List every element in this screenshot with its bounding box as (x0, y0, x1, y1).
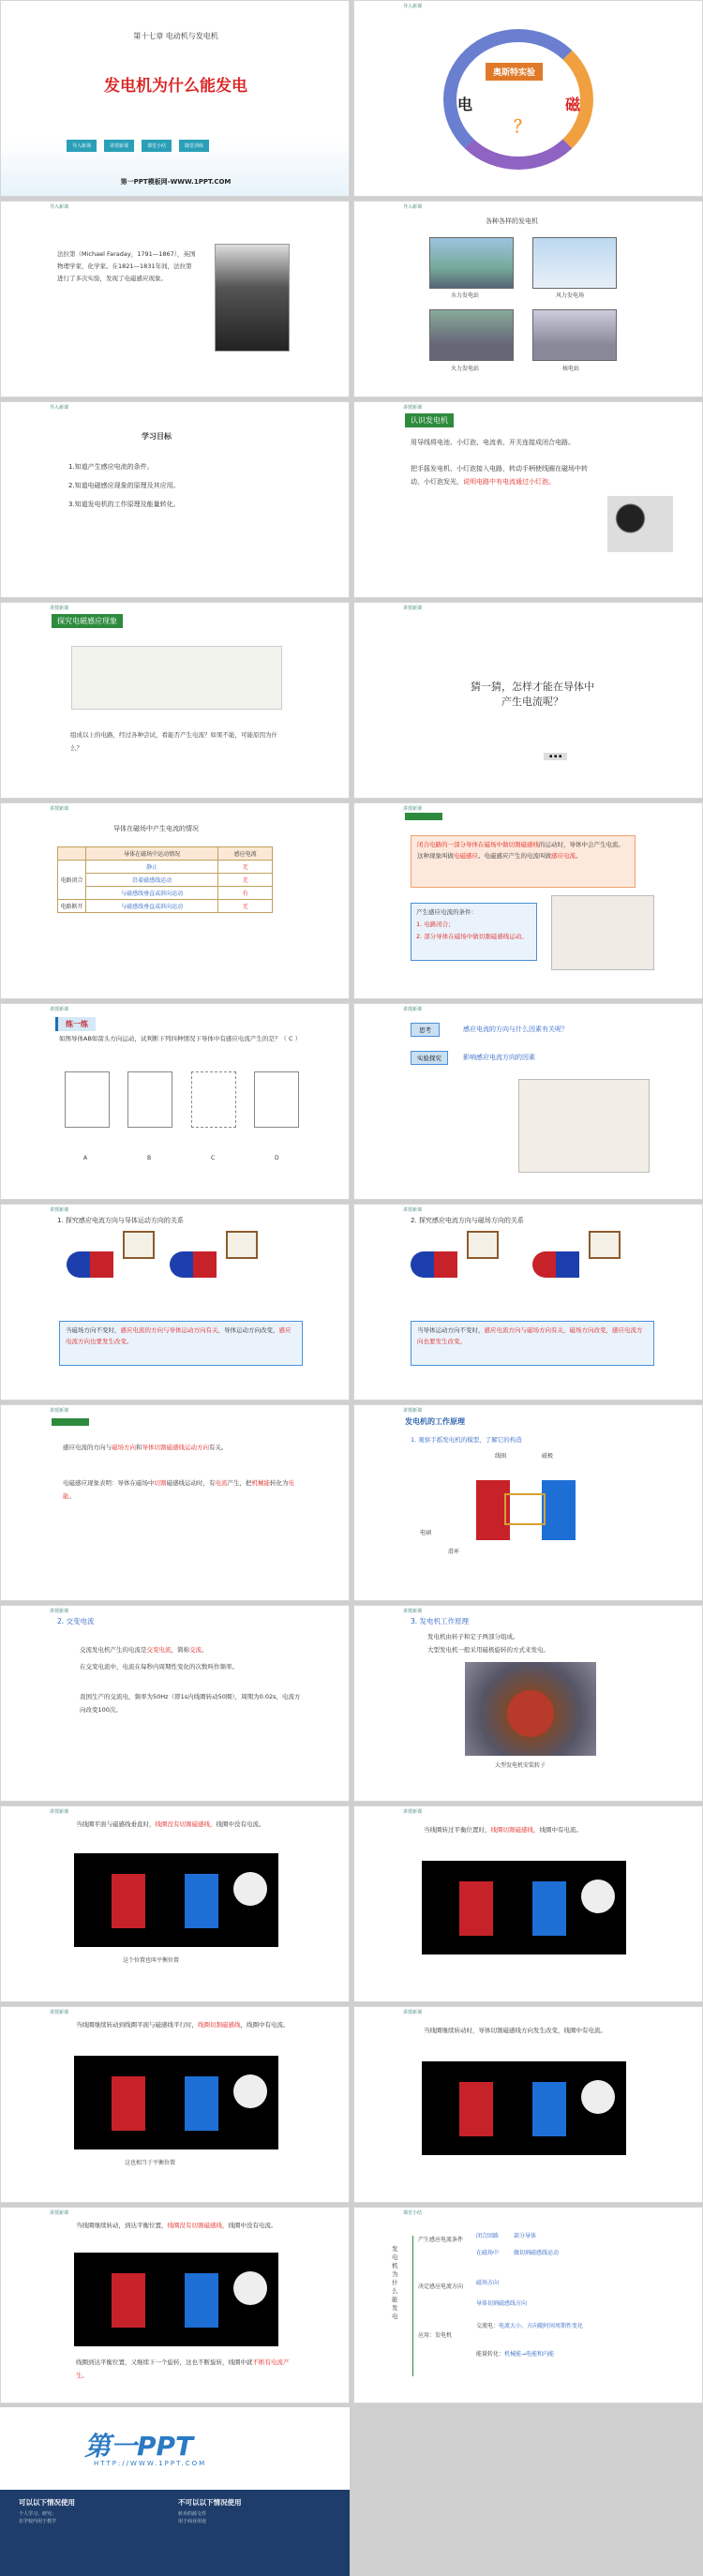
section-tag: 导入新课 (50, 405, 69, 411)
galvanometer (581, 1880, 615, 1913)
magnet-pole-s (185, 1874, 218, 1928)
nav-button[interactable]: 讲授新课 (104, 140, 134, 152)
slide-generator-principle (353, 1404, 703, 1601)
nav-button[interactable]: 导入新课 (67, 140, 97, 152)
section-tag: 讲授新课 (403, 606, 423, 611)
paragraph: 组成以上的电路，经过各种尝试，看能否产生电流？如果不能，可能原因为什么？ (70, 731, 277, 752)
exercise-question: 如图导体AB如箭头方向运动，试判断下列四种情况下导体中有感应电流产生的是？（ C ） (59, 1035, 302, 1042)
option-label: C (211, 1155, 216, 1161)
option-label: B (147, 1155, 152, 1161)
animation-frame (74, 1853, 278, 1947)
section-tag: 讲授新课 (50, 2210, 69, 2216)
photo-caption: 大型发电机安装转子 (495, 1762, 546, 1769)
highlight-text: 线圈没有切割磁感线， (155, 1820, 217, 1828)
magnet-pole-s (185, 2273, 218, 2328)
option-figure (127, 1071, 172, 1128)
section-tag: 讲授新课 (50, 1809, 69, 1815)
paragraph (63, 1441, 297, 1454)
paragraph-text: 线圈中没有电流。 (216, 1820, 265, 1828)
branch-item: 部分导体 (514, 2233, 537, 2239)
animation-frame (422, 2061, 626, 2155)
circuit-photo (71, 646, 282, 710)
slide-think (353, 1003, 703, 1200)
slide-rotation-3 (0, 2006, 350, 2203)
table-cell: 沿着磁感线运动 (86, 874, 218, 887)
branch-item: 闭合回路 (476, 2233, 500, 2239)
rotor-photo (465, 1662, 596, 1756)
paragraph (424, 2024, 649, 2037)
paragraph (76, 2018, 301, 2031)
section-tag: 讲授新课 (50, 606, 69, 611)
dian-label: 电 (457, 96, 473, 113)
paragraph-text: 线圈中有电流。 (563, 2027, 606, 2034)
slide-heading: 各种各样的发电机 (486, 217, 538, 225)
experiment-photo (518, 1079, 650, 1173)
section-tag: 导入新课 (403, 204, 423, 210)
conclusion-text: 当磁场方向不变时， (66, 1326, 121, 1334)
slide-table (0, 802, 350, 999)
magnet-pole-n (112, 1874, 145, 1928)
paragraph-text: 转化为 (270, 1479, 289, 1487)
paragraph-text: 交流发电机产生的电流是 (80, 1646, 147, 1654)
table-title: 导体在磁场中产生电流的情况 (113, 825, 199, 832)
slide-generators (353, 201, 703, 397)
highlight-text: 交流 (189, 1646, 202, 1654)
slide-rotation-5 (0, 2207, 350, 2404)
table-cell: 无 (218, 874, 273, 887)
section-tag: 讲授新课 (403, 1408, 423, 1414)
result-table (57, 846, 273, 913)
caption: 核电站 (562, 366, 580, 372)
conclusion-text: 导体运动方向改变， (224, 1326, 279, 1334)
paragraph-text: 磁感线运动时，有 (166, 1479, 216, 1487)
highlight-text: 不断有电流产生。 (76, 2359, 290, 2379)
branch-value: 电流大小，方向随时间周期性变化 (499, 2323, 584, 2329)
slide-know-generator (353, 401, 703, 598)
slide-summary-direction (0, 1404, 350, 1601)
highlight-text: 机械能 (251, 1479, 270, 1487)
definition-text: 切割磁感线 (508, 841, 539, 848)
conclusion-text: 感应电流的方向与导体运动方向有关， (120, 1326, 224, 1334)
table-cell: 与磁感线垂直或斜向运动 (86, 887, 218, 900)
slide-summary (353, 2207, 703, 2404)
paragraph: 用导线将电池、小灯泡、电流表、开关连接成闭合电路。 (411, 439, 575, 446)
section-tag: 讲授新课 (403, 806, 423, 812)
definition-text: 感应电流 (551, 852, 576, 860)
table-cell: 静止 (86, 861, 218, 874)
slide-rotation-2 (353, 1805, 703, 2002)
hand-generator-photo (607, 496, 673, 552)
option-figure (65, 1071, 110, 1128)
slide-goals (0, 401, 350, 598)
branch-key: 交流电： (476, 2323, 500, 2329)
paragraph-text: 感应电流的方向与 (63, 1444, 112, 1451)
allowed-item: 在学校内用于教学 (19, 2519, 57, 2524)
paragraph-text: ，简称 (171, 1646, 189, 1654)
part-label: 磁极 (542, 1453, 554, 1460)
magnet (170, 1251, 217, 1278)
branch-item: 在磁场中 (476, 2250, 500, 2256)
branch-item (476, 2348, 554, 2361)
section-heading: 探究电磁感应现象 (52, 614, 123, 628)
definition-box (411, 835, 636, 888)
magnet (411, 1251, 457, 1278)
caption: 风力发电场 (556, 292, 585, 299)
section-tag: 讲授新课 (50, 806, 69, 812)
credits-panel (0, 2490, 350, 2576)
section-tag: 讲授新课 (50, 1207, 69, 1213)
conclusion-box (59, 1321, 303, 1366)
conclusion-text: 感应电流方向与磁场方向有关， (484, 1326, 570, 1334)
branch-item (476, 2320, 583, 2333)
option-figure (254, 1071, 299, 1128)
slide-credits (0, 2407, 350, 2576)
highlight-text: 线圈切割磁感线 (198, 2021, 241, 2029)
exercise-label: 练一练 (55, 1017, 96, 1031)
think-label: 思考 (411, 1023, 440, 1037)
frame-caption: 这个位置也叫平衡位置 (123, 1957, 180, 1964)
table-header: 感应电流 (218, 847, 273, 861)
section-tag: 讲授新课 (403, 1007, 423, 1012)
nav-button[interactable]: 随堂训练 (179, 140, 209, 152)
think-text: 感应电流的方向与什么因素有关呢？ (463, 1026, 568, 1033)
experiment-label: 实验探究 (411, 1051, 448, 1065)
condition-box (411, 903, 537, 961)
question-mark: ？ (514, 117, 531, 137)
paragraph (76, 1818, 301, 1831)
hydro-photo (429, 237, 514, 289)
branch-item: 磁场方向 (476, 2280, 500, 2286)
option-label: D (275, 1155, 279, 1161)
conclusion-text: 磁场方向改变， (569, 1326, 612, 1334)
definition-text: 。电磁感应产生的电流叫做 (478, 852, 551, 860)
logo: 第一PPT (84, 2431, 194, 2462)
option-figure (191, 1071, 236, 1128)
forbidden-title: 不可以以下情况使用 (178, 2498, 242, 2507)
slide-indicator[interactable]: ▪ ▪ ▪ (544, 753, 567, 760)
tree-trunk (412, 2236, 413, 2376)
ci-label: 磁 (565, 96, 581, 113)
part-label: 电刷 (420, 1530, 432, 1536)
caption: 水力发电站 (451, 292, 480, 299)
galvanometer (123, 1231, 155, 1259)
table-corner (58, 847, 86, 861)
logo-url[interactable]: HTTP://WWW.1PPT.COM (94, 2460, 207, 2467)
section-heading: 发电机的工作原理 (405, 1417, 465, 1426)
group-label: 电路断开 (58, 900, 86, 913)
section-tag: 讲授新课 (50, 1609, 69, 1614)
branch-label: 决定感应电流方向 (418, 2284, 464, 2290)
green-bar (405, 813, 442, 820)
animation-frame (74, 2056, 278, 2149)
magnet (67, 1251, 113, 1278)
conclusion-box (411, 1321, 654, 1366)
definition-text: 的运动时，导体中会产生电流。这种现象叫做 (417, 841, 624, 860)
paragraph-text: 线圈中没有电流。 (228, 2222, 277, 2229)
slide-explore (0, 602, 350, 799)
paragraph (63, 1476, 297, 1503)
highlight-text: 线圈没有切割磁感线， (167, 2222, 229, 2229)
green-bar (52, 1418, 89, 1426)
table-cell: 无 (218, 900, 273, 913)
option-label: A (83, 1155, 88, 1161)
slide-heading: 3. 发电机工作原理 (411, 1617, 470, 1625)
paragraph-text: 和 (136, 1444, 142, 1451)
section-tag: 课堂小结 (403, 2210, 423, 2216)
paragraph (76, 2219, 301, 2232)
animation-frame (74, 2253, 278, 2346)
figure-options (65, 1071, 299, 1161)
slide-direction-field (353, 1204, 703, 1400)
magnet-pole-n (459, 2082, 493, 2136)
section-tag: 讲授新课 (403, 405, 423, 411)
paragraph-text: 线圈到达平衡位置，又继续下一个旋转，这也不断旋转，线圈中就 (76, 2359, 253, 2366)
part-label: 滑环 (448, 1549, 460, 1555)
summary-center: 发电机为什么能发电 (392, 2245, 398, 2320)
table-header: 导体在磁场中运动情况 (86, 847, 218, 861)
highlight-text: 线圈切割磁感线， (490, 1826, 540, 1834)
conclusion-text: 当导体运动方向不变时， (417, 1326, 485, 1334)
slide-ac (0, 1605, 350, 1802)
part-label: 线圈 (495, 1453, 507, 1460)
definition-text: 。 (576, 852, 582, 860)
coil (504, 1493, 546, 1525)
slide-heading: 1. 探究感应电流方向与导体运动方向的关系 (57, 1217, 184, 1224)
paragraph: 我国生产的交流电，频率为50Hz（即1s内线圈转动50圈），周期为0.02s，电流方向改变100次。 (80, 1693, 301, 1714)
magnet-pole-n (459, 1881, 493, 1936)
galvanometer (226, 1231, 258, 1259)
magnet-pole-n (112, 2273, 145, 2328)
slide-working-principle (353, 1605, 703, 1802)
paragraph-text: 线圈中有电流。 (539, 1826, 582, 1834)
conclusion-text: 感应电流方向也要发生改变。 (417, 1326, 643, 1345)
empty-cell (353, 2407, 703, 2576)
galvanometer (233, 2074, 267, 2108)
highlight-text: 导体切割磁感线运动方向 (142, 1444, 209, 1451)
paragraph-text: 把手摇发电机、小灯泡接入电路，转动手柄使线圈在磁场中转动，小灯泡发光， (411, 465, 588, 486)
caption: 火力发电站 (451, 366, 480, 372)
highlight-text: 切割 (154, 1479, 167, 1487)
definition-text: 电磁感应 (454, 852, 478, 860)
galvanometer (467, 1231, 499, 1259)
group-label: 电路闭合 (58, 861, 86, 900)
footer: 第一PPT模板网-WWW.1PPT.COM (120, 178, 232, 186)
branch-value: 机械能→电能和内能 (504, 2351, 555, 2358)
goal: 3.知道发电机的工作原理及能量转化。 (68, 501, 180, 508)
paragraph (76, 2356, 301, 2382)
galvanometer (589, 1231, 621, 1259)
nuclear-photo (532, 309, 617, 361)
slide-guess (353, 602, 703, 799)
goal: 1.知道产生感应电流的条件。 (68, 463, 154, 471)
forbidden-item: 转卖的源文件 (178, 2511, 207, 2517)
nav-button[interactable]: 课堂小结 (142, 140, 172, 152)
slide-heading: 2. 交变电流 (57, 1617, 95, 1625)
paragraph-text: 产生，把 (227, 1479, 252, 1487)
paragraph-text: 当线圈继续转动到线圈平面与磁感线平行时， (76, 2021, 198, 2029)
section-tag: 讲授新课 (50, 1408, 69, 1414)
slide-em-induction (353, 802, 703, 999)
faraday-portrait (215, 244, 290, 352)
section-tag: 讲授新课 (50, 2010, 69, 2015)
allowed-title: 可以以下情况使用 (19, 2498, 75, 2507)
section-heading: 认识发电机 (405, 413, 454, 427)
slide-exercise (0, 1003, 350, 1200)
table-cell: 有 (218, 887, 273, 900)
paragraph-text: 当线圈转过平衡位置时， (424, 1826, 491, 1834)
paragraph (80, 1643, 305, 1656)
page-title: 发电机为什么能发电 (104, 77, 247, 96)
paragraph-text: 电磁感应现象表明：导体在磁场中 (63, 1479, 155, 1487)
slide-title (0, 0, 350, 197)
paragraph (424, 1823, 649, 1836)
paragraph: 发电机由转子和定子两部分组成。 (427, 1633, 519, 1640)
section-tag: 导入新课 (403, 4, 423, 9)
paragraph-text: 当线圈继续转动时，导体切割磁感线方向发生改变， (424, 2027, 564, 2034)
condition-title: 产生感应电流的条件： (416, 908, 477, 916)
magnet-pole-s (532, 1881, 566, 1936)
magnet-pole-n (112, 2076, 145, 2131)
slide-faraday (0, 201, 350, 397)
section-tag: 讲授新课 (403, 2010, 423, 2015)
section-tag: 讲授新课 (403, 1809, 423, 1815)
experiment-text: 影响感应电流方向的因素 (463, 1054, 535, 1061)
oersted-label: 奥斯特实验 (486, 63, 543, 81)
paragraph (411, 462, 598, 488)
magnet-pole-s (542, 1480, 576, 1540)
frame-caption: 这也相当于平衡位置 (125, 2160, 176, 2166)
goal: 2.知道电磁感应现象的原理及其应用。 (68, 482, 180, 489)
magnet (532, 1251, 579, 1278)
branch-item: 做切割磁感线运动 (514, 2250, 560, 2256)
paragraph: 在交变电流中，电流在每秒内周期性变化的次数叫作频率。 (80, 1663, 238, 1670)
definition-text: 闭合电路的一部分导体在磁场中做 (417, 841, 509, 848)
slide-direction-motion (0, 1204, 350, 1400)
table-cell: 与磁感线垂直或斜向运动 (86, 900, 218, 913)
section-tag: 讲授新课 (403, 1207, 423, 1213)
paragraph: 大型发电机一般采用磁极旋转的方式来发电。 (427, 1646, 549, 1654)
paragraph-text: 。 (68, 1492, 75, 1500)
section-tag: 讲授新课 (403, 1609, 423, 1614)
chapter: 第十七章 电动机与发电机 (133, 32, 218, 40)
table-cell: 无 (218, 861, 273, 874)
slide-rotation-4 (353, 2006, 703, 2203)
highlight-text: 电能 (63, 1479, 294, 1500)
branch-label: 应用：发电机 (418, 2332, 453, 2339)
magnet-pole-s (185, 2076, 218, 2131)
sub-heading: 1. 观察手摇发电机的模型，了解它的构造 (411, 1436, 522, 1444)
highlight-text: 交变电流 (146, 1646, 172, 1654)
highlight-text: 说明电路中有电流通过小灯泡。 (463, 478, 555, 486)
condition-item: 2. 部分导体在磁场中做切割磁感线运动。 (416, 933, 528, 940)
slide-heading: 2. 探究感应电流方向与磁场方向的关系 (411, 1217, 524, 1224)
section-tag: 导入新课 (50, 204, 69, 210)
wind-photo (532, 237, 617, 289)
slide-rotation-1 (0, 1805, 350, 2002)
animation-frame (422, 1861, 626, 1954)
branch-key: 能量转化： (476, 2351, 505, 2358)
slide-heading: 学习目标 (142, 432, 172, 441)
paragraph-text: 当线圈平面与磁感线垂直时， (76, 1820, 156, 1828)
galvanometer (233, 1872, 267, 1906)
paragraph-text: 当线圈继续转动，到达平衡位置， (76, 2222, 168, 2229)
section-tag: 讲授新课 (50, 1007, 69, 1012)
guess-question: 猜一猜，怎样才能在导体中产生电流呢？ (471, 681, 594, 708)
slide-oersted (353, 0, 703, 197)
branch-label: 产生感应电流条件 (418, 2237, 464, 2243)
paragraph-text: ，线圈中有电流。 (240, 2021, 290, 2029)
branch-item: 导体切割磁感线方向 (476, 2300, 528, 2307)
paragraph-text: 有关。 (209, 1444, 228, 1451)
highlight-text: 电流 (215, 1479, 228, 1487)
experiment-photo (551, 895, 654, 970)
highlight-text: 磁场方向 (112, 1444, 136, 1451)
faraday-bio: 法拉第（Michael Faraday，1791—1867），英国物理学家，化学家。在1821—1831年间，法拉第进行了多次实验，发现了电磁感应现象。 (57, 250, 196, 282)
galvanometer (581, 2080, 615, 2114)
condition-item: 1. 电路闭合； (416, 921, 455, 928)
galvanometer (233, 2271, 267, 2305)
paragraph-text: 。 (202, 1646, 208, 1654)
conclusion-text: 感应电流方向也要发生改变。 (66, 1326, 292, 1345)
forbidden-item: 用于商业用途 (178, 2519, 207, 2524)
thermal-photo (429, 309, 514, 361)
magnet-pole-s (532, 2082, 566, 2136)
nav-buttons (67, 140, 209, 152)
allowed-item: 个人学习、研究； (19, 2511, 57, 2517)
